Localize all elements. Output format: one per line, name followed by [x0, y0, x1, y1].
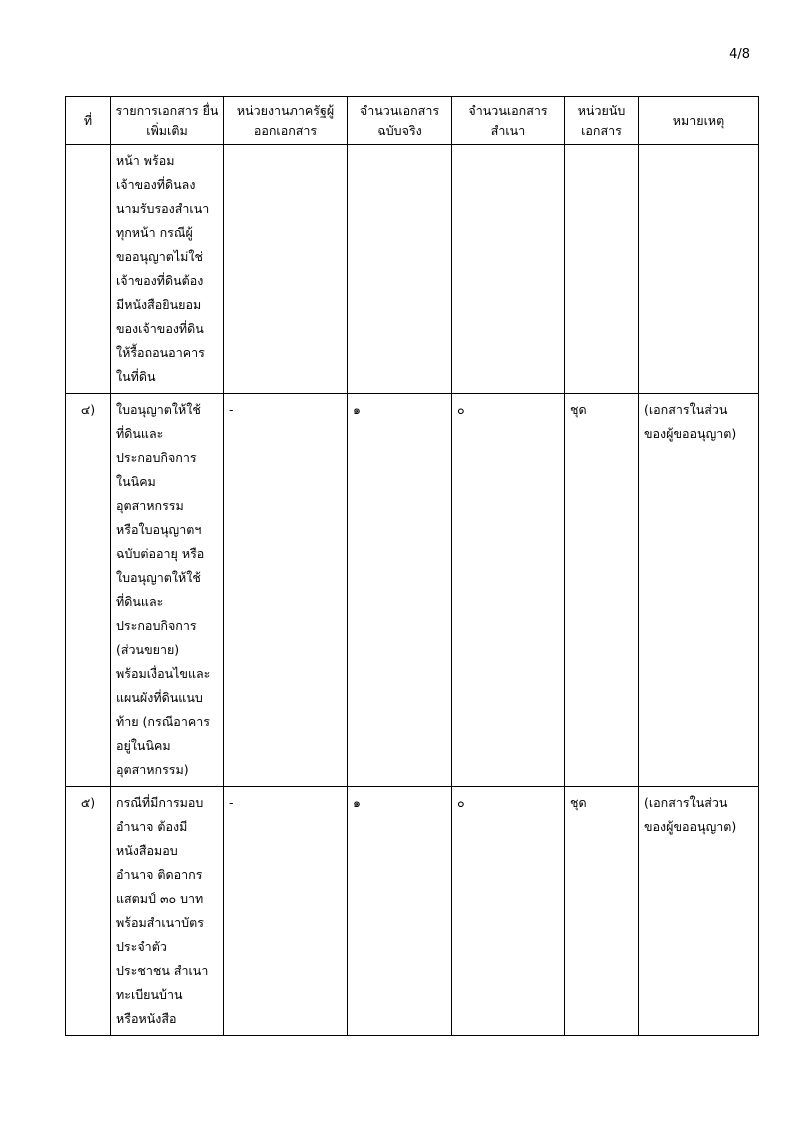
row-no: ๕): [66, 787, 111, 1036]
table-row: [66, 394, 759, 787]
row-unit: ชุด: [565, 787, 639, 1036]
header-no: ที่: [66, 97, 111, 145]
row-original-count: ๑: [348, 787, 452, 1036]
documents-table: [65, 96, 759, 1036]
row-note: [639, 145, 759, 394]
row-unit: [565, 145, 639, 394]
row-document: ใบอนุญาตให้ใช้ ที่ดินและ ประกอบกิจการ ในนิคม อุตสาหกรรม หรือใบอนุญาตฯ ฉบับต่ออายุ หรือ ใบอนุญาตให้ใช้ ที่ดินและ ประกอบกิจการ (ส่วนขยาย) พร้อมเงื่อนไขและ แผนผังที่ดินแนบ ท้าย (กรณีอาคาร อยู่ในนิคม อุตสาหกรรม): [111, 394, 224, 787]
row-copy-count: ๐: [452, 394, 565, 787]
table-header-row: [66, 97, 759, 145]
row-unit: ชุด: [565, 394, 639, 787]
row-agency: -: [224, 394, 348, 787]
page-number: 4/8: [729, 47, 750, 62]
row-agency: [224, 145, 348, 394]
table-row: [66, 145, 759, 394]
row-original-count: [348, 145, 452, 394]
row-document: หน้า พร้อม เจ้าของที่ดินลง นามรับรองสำเนา ทุกหน้า กรณีผู้ ขออนุญาตไม่ใช่ เจ้าของที่ดินต้อง มีหนังสือยินยอม ของเจ้าของที่ดิน ให้รื้อถอนอาคาร ในที่ดิน: [111, 145, 224, 394]
row-document: กรณีที่มีการมอบ อำนาจ ต้องมี หนังสือมอบ อำนาจ ติดอากร แสตมป์ ๓๐ บาท พร้อมสำเนาบัตร ประจำตัว ประชาชน สำเนา ทะเบียนบ้าน หรือหนังสือ: [111, 787, 224, 1036]
header-copy-count: จำนวนเอกสาร สำเนา: [452, 97, 565, 145]
row-copy-count: ๐: [452, 787, 565, 1036]
row-copy-count: [452, 145, 565, 394]
row-no: [66, 145, 111, 394]
header-original-count: จำนวนเอกสาร ฉบับจริง: [348, 97, 452, 145]
table-row: [66, 787, 759, 1036]
row-agency: -: [224, 787, 348, 1036]
row-note: (เอกสารในส่วน ของผู้ขออนุญาต): [639, 787, 759, 1036]
row-note: (เอกสารในส่วน ของผู้ขออนุญาต): [639, 394, 759, 787]
row-no: ๔): [66, 394, 111, 787]
header-unit: หน่วยนับ เอกสาร: [565, 97, 639, 145]
row-original-count: ๑: [348, 394, 452, 787]
header-note: หมายเหตุ: [639, 97, 759, 145]
header-agency: หน่วยงานภาครัฐผู้ ออกเอกสาร: [224, 97, 348, 145]
header-document: รายการเอกสาร ยื่นเพิ่มเติม: [111, 97, 224, 145]
